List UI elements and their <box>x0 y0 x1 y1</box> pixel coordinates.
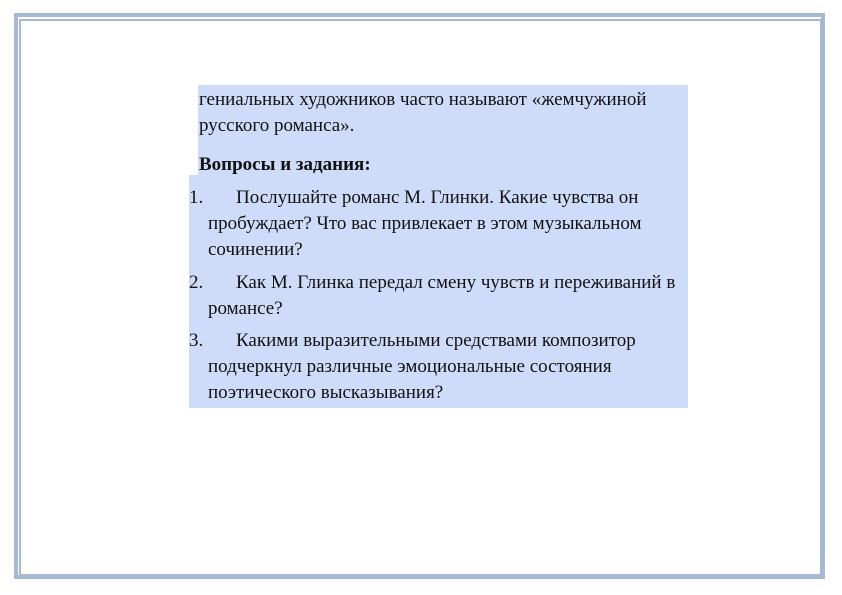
intro-paragraph: гениальных художников часто называют «жемчужиной русского романса». <box>199 89 647 136</box>
list-item <box>189 328 688 406</box>
list-item-number: 3. <box>189 330 204 351</box>
list-item-text: Послушайте романс М. Глинки. Какие чувства он пробуждает? Что вас привлекает в этом музыкальном сочинении? <box>208 187 642 260</box>
list-item <box>189 185 688 263</box>
list-item-number: 1. <box>189 187 204 208</box>
list-item-text: Как М. Глинка передал смену чувств и переживаний в романсе? <box>208 272 676 319</box>
list-item-text: Какими выразительными средствами композитор подчеркнул различные эмоциональные состояния поэтического высказывания? <box>208 330 636 403</box>
text-box <box>189 85 688 408</box>
list-item <box>189 270 688 322</box>
list-item-number: 2. <box>189 272 204 293</box>
questions-heading: Вопросы и задания: <box>199 154 371 175</box>
